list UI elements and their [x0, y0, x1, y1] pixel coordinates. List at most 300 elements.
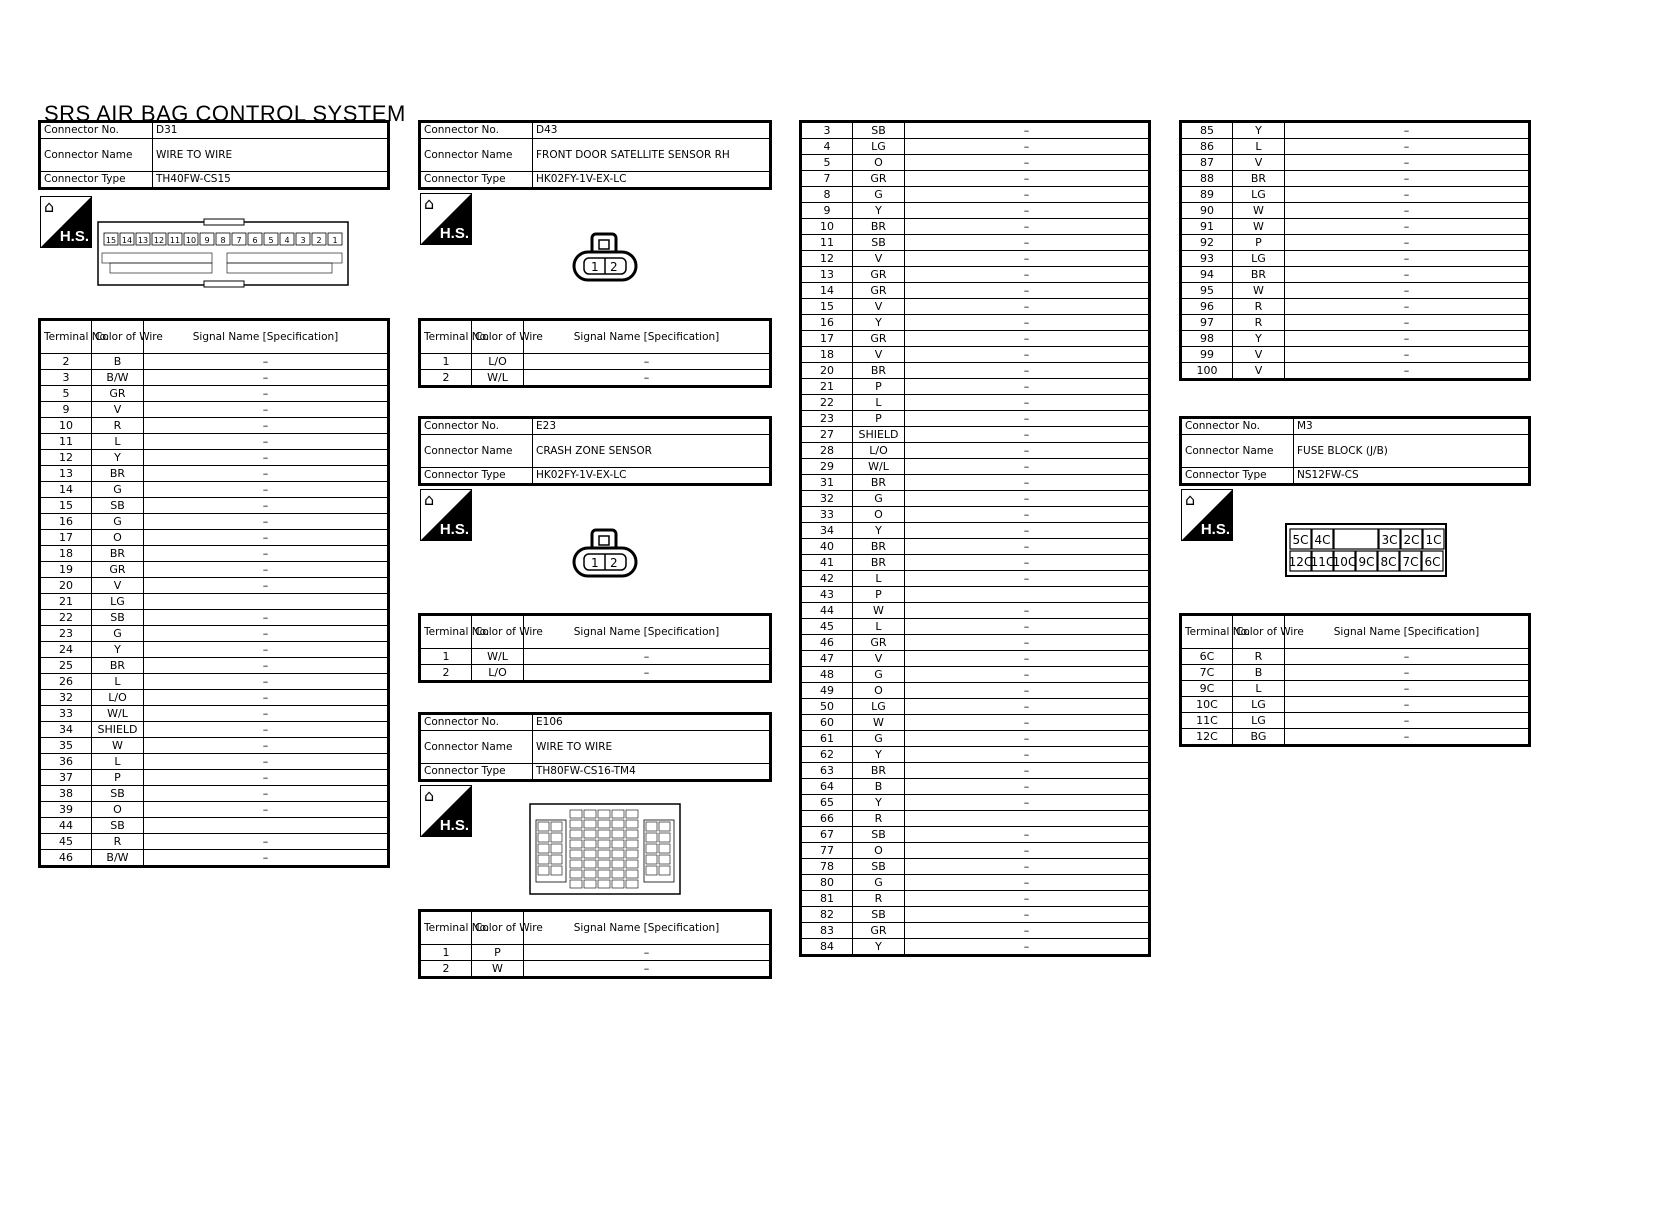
connector-no-value: E106	[533, 714, 771, 731]
terminal-no-cell: 21	[801, 379, 853, 395]
signal-name-cell: –	[905, 171, 1150, 187]
signal-name-cell: –	[1285, 251, 1530, 267]
table-row	[1181, 139, 1530, 155]
wire-color-cell: SB	[92, 610, 144, 626]
wire-color-cell: W/L	[853, 459, 905, 475]
signal-name-cell: –	[905, 731, 1150, 747]
table-row	[40, 674, 389, 690]
terminal-no-cell: 87	[1181, 155, 1233, 171]
table-row	[801, 875, 1150, 891]
connector-type-value: HK02FY-1V-EX-LC	[533, 468, 771, 485]
wire-color-cell: BR	[853, 219, 905, 235]
connector-icon: ⌂	[424, 786, 435, 805]
pin-cell	[646, 866, 657, 875]
pin-cell	[612, 810, 624, 818]
wire-color-cell: L	[92, 754, 144, 770]
terminal-no-cell: 5	[801, 155, 853, 171]
table-row	[1181, 729, 1530, 746]
table-row	[40, 514, 389, 530]
signal-name-cell: –	[1285, 187, 1530, 203]
terminal-no-cell: 60	[801, 715, 853, 731]
wire-color-cell: O	[92, 802, 144, 818]
signal-name-cell: –	[1285, 171, 1530, 187]
table-row	[801, 122, 1150, 139]
wire-color-cell: Y	[92, 642, 144, 658]
wire-color-cell: V	[92, 578, 144, 594]
wire-color-cell: P	[92, 770, 144, 786]
signal-name-cell: –	[905, 187, 1150, 203]
wire-color-cell: L	[92, 434, 144, 450]
terminal-no-cell: 9	[801, 203, 853, 219]
wire-color-cell: Y	[1233, 122, 1285, 139]
signal-name-cell: –	[144, 706, 389, 722]
wire-color-cell: SB	[853, 859, 905, 875]
pin-cell	[551, 855, 562, 864]
pin-cell	[538, 833, 549, 842]
terminal-no-cell: 8	[801, 187, 853, 203]
wire-color-cell: BR	[853, 475, 905, 491]
table-row	[40, 402, 389, 418]
terminal-no-cell: 89	[1181, 187, 1233, 203]
pin-cell	[626, 840, 638, 848]
signal-name-cell: –	[905, 363, 1150, 379]
table-row	[40, 834, 389, 850]
wire-color-cell: Y	[1233, 331, 1285, 347]
table-row	[801, 843, 1150, 859]
pin-cell	[584, 880, 596, 888]
signal-name-cell: –	[905, 379, 1150, 395]
header-signal-name: Signal Name [Specification]	[524, 911, 771, 945]
table-row	[801, 619, 1150, 635]
table-row	[1181, 122, 1530, 139]
table-row	[801, 747, 1150, 763]
terminal-no-cell: 81	[801, 891, 853, 907]
signal-name-cell: –	[905, 683, 1150, 699]
wire-color-cell: P	[472, 945, 524, 961]
table-row	[801, 763, 1150, 779]
wire-color-cell: BR	[853, 555, 905, 571]
signal-name-cell: –	[144, 674, 389, 690]
signal-name-cell: –	[1285, 122, 1530, 139]
header-color-of-wire: Color of Wire	[92, 320, 144, 354]
table-row	[420, 354, 771, 370]
table-row	[801, 187, 1150, 203]
signal-name-cell: –	[905, 203, 1150, 219]
table-row	[40, 546, 389, 562]
table-row	[40, 786, 389, 802]
signal-name-cell: –	[905, 459, 1150, 475]
table-row	[1181, 235, 1530, 251]
pin-label: 10	[185, 236, 197, 245]
signal-name-cell: –	[144, 802, 389, 818]
table-row	[40, 386, 389, 402]
wire-color-cell: W	[1233, 203, 1285, 219]
table-row	[1181, 219, 1530, 235]
wire-color-cell: L/O	[472, 665, 524, 682]
wire-color-cell: LG	[1233, 187, 1285, 203]
terminal-no-cell: 28	[801, 443, 853, 459]
pin-label: 5	[268, 236, 274, 245]
wire-color-cell: GR	[853, 171, 905, 187]
signal-name-cell: –	[144, 354, 389, 370]
table-row	[801, 411, 1150, 427]
terminal-no-cell: 23	[801, 411, 853, 427]
terminal-no-cell: 17	[801, 331, 853, 347]
wire-color-cell: W	[1233, 219, 1285, 235]
connector-no-value: D43	[533, 122, 771, 139]
table-row	[801, 203, 1150, 219]
hs-label: H.S.	[439, 817, 469, 834]
wire-color-cell: SB	[92, 786, 144, 802]
wire-color-cell: W/L	[92, 706, 144, 722]
signal-name-cell: –	[144, 434, 389, 450]
wire-color-cell: L/O	[472, 354, 524, 370]
header-terminal-no: Terminal No.	[420, 911, 472, 945]
pin-cell	[570, 860, 582, 868]
label-connector-name: Connector Name	[40, 139, 153, 172]
terminal-no-cell: 27	[801, 427, 853, 443]
label-connector-no: Connector No.	[420, 714, 533, 731]
wire-color-cell: O	[853, 683, 905, 699]
pin-label: 1C	[1425, 533, 1442, 547]
label-connector-type: Connector Type	[420, 468, 533, 485]
table-row	[40, 466, 389, 482]
wire-color-cell: V	[1233, 363, 1285, 380]
wire-color-cell: GR	[853, 283, 905, 299]
latch-slot	[1334, 529, 1378, 549]
terminal-no-cell: 43	[801, 587, 853, 603]
terminal-no-cell: 9	[40, 402, 92, 418]
connector-name-value: WIRE TO WIRE	[153, 139, 389, 172]
hs-label: H.S.	[1200, 521, 1230, 538]
pin-cell	[659, 855, 670, 864]
table-row	[1181, 299, 1530, 315]
terminal-no-cell: 42	[801, 571, 853, 587]
terminal-no-cell: 46	[40, 850, 92, 867]
signal-name-cell: –	[905, 875, 1150, 891]
wire-color-cell: R	[1233, 299, 1285, 315]
signal-name-cell: –	[1285, 219, 1530, 235]
terminal-no-cell: 99	[1181, 347, 1233, 363]
terminal-no-cell: 41	[801, 555, 853, 571]
wire-color-cell: W/L	[472, 649, 524, 665]
table-row	[801, 235, 1150, 251]
terminal-no-cell: 15	[801, 299, 853, 315]
connector-diagram-m3	[1285, 523, 1447, 577]
pin-cell	[626, 830, 638, 838]
pin-label: 14	[121, 236, 133, 245]
wire-color-cell: O	[853, 155, 905, 171]
signal-name-cell: –	[144, 658, 389, 674]
wire-color-cell: W	[853, 715, 905, 731]
table-row	[420, 370, 771, 387]
table-row	[40, 594, 389, 610]
table-row	[801, 155, 1150, 171]
wire-color-cell: V	[853, 299, 905, 315]
table-row	[801, 171, 1150, 187]
terminal-table-e106	[418, 909, 772, 979]
signal-name-cell: –	[1285, 283, 1530, 299]
wire-color-cell: GR	[853, 267, 905, 283]
table-row	[40, 754, 389, 770]
signal-name-cell: –	[1285, 697, 1530, 713]
wire-color-cell: LG	[1233, 697, 1285, 713]
terminal-no-cell: 22	[801, 395, 853, 411]
signal-name-cell: –	[905, 939, 1150, 956]
pin-cell	[570, 830, 582, 838]
connector-diagram-d43	[570, 232, 640, 284]
table-row	[420, 961, 771, 978]
wire-color-cell: V	[853, 347, 905, 363]
wire-color-cell: LG	[853, 139, 905, 155]
terminal-no-cell: 95	[1181, 283, 1233, 299]
signal-name-cell: –	[905, 315, 1150, 331]
wire-color-cell: G	[853, 187, 905, 203]
connector-name-value: WIRE TO WIRE	[533, 731, 771, 764]
signal-name-cell: –	[905, 843, 1150, 859]
pin-label: 13	[137, 236, 149, 245]
wire-color-cell: SB	[853, 122, 905, 139]
terminal-no-cell: 12C	[1181, 729, 1233, 746]
pin-cell	[584, 820, 596, 828]
terminal-no-cell: 10	[801, 219, 853, 235]
header-color-of-wire: Color of Wire	[1233, 615, 1285, 649]
harness-side-badge-m3	[1181, 489, 1233, 541]
terminal-no-cell: 14	[40, 482, 92, 498]
terminal-no-cell: 20	[40, 578, 92, 594]
wire-color-cell: V	[1233, 155, 1285, 171]
table-row	[40, 722, 389, 738]
terminal-no-cell: 64	[801, 779, 853, 795]
connector-name-value: FRONT DOOR SATELLITE SENSOR RH	[533, 139, 771, 172]
pin-cell	[612, 850, 624, 858]
wire-color-cell: BR	[1233, 171, 1285, 187]
connector-no-value: M3	[1294, 418, 1530, 435]
terminal-no-cell: 16	[801, 315, 853, 331]
signal-name-cell: –	[144, 770, 389, 786]
table-row	[801, 219, 1150, 235]
signal-name-cell	[144, 594, 389, 610]
signal-name-cell: –	[905, 411, 1150, 427]
wire-color-cell: V	[1233, 347, 1285, 363]
pin-cell	[626, 810, 638, 818]
terminal-no-cell: 23	[40, 626, 92, 642]
wire-color-cell: Y	[92, 450, 144, 466]
table-row	[40, 450, 389, 466]
wire-color-cell: LG	[92, 594, 144, 610]
table-row	[40, 802, 389, 818]
connector-name-value: FUSE BLOCK (J/B)	[1294, 435, 1530, 468]
header-terminal-no: Terminal No.	[1181, 615, 1233, 649]
connector-diagram-e106	[528, 802, 682, 896]
pin-cell	[584, 830, 596, 838]
connector-info-m3	[1179, 416, 1531, 486]
terminal-no-cell: 40	[801, 539, 853, 555]
table-row	[1181, 315, 1530, 331]
header-color-of-wire: Color of Wire	[472, 615, 524, 649]
signal-name-cell: –	[144, 738, 389, 754]
pin-cell	[551, 822, 562, 831]
page-title: SRS AIR BAG CONTROL SYSTEM	[44, 101, 406, 126]
wire-color-cell: SB	[853, 827, 905, 843]
pin-label: 7	[236, 236, 242, 245]
pin-cell	[598, 860, 610, 868]
pin-cell	[612, 830, 624, 838]
terminal-no-cell: 24	[40, 642, 92, 658]
wire-color-cell: L	[853, 619, 905, 635]
connector-icon: ⌂	[44, 197, 55, 216]
connector-name-value: CRASH ZONE SENSOR	[533, 435, 771, 468]
signal-name-cell: –	[905, 251, 1150, 267]
signal-name-cell: –	[144, 370, 389, 386]
signal-name-cell: –	[524, 961, 771, 978]
pin-cell	[551, 866, 562, 875]
signal-name-cell: –	[1285, 267, 1530, 283]
pin-label: 9C	[1358, 555, 1375, 569]
terminal-no-cell: 82	[801, 907, 853, 923]
table-row	[40, 642, 389, 658]
table-row	[801, 331, 1150, 347]
table-row	[40, 578, 389, 594]
terminal-no-cell: 19	[40, 562, 92, 578]
wire-color-cell: P	[1233, 235, 1285, 251]
terminal-no-cell: 6C	[1181, 649, 1233, 665]
terminal-no-cell: 39	[40, 802, 92, 818]
table-row	[40, 354, 389, 370]
wire-color-cell: SB	[853, 235, 905, 251]
hs-label: H.S.	[439, 225, 469, 242]
signal-name-cell: –	[905, 219, 1150, 235]
signal-name-cell: –	[144, 530, 389, 546]
signal-name-cell	[144, 818, 389, 834]
terminal-no-cell: 63	[801, 763, 853, 779]
signal-name-cell: –	[905, 923, 1150, 939]
signal-name-cell: –	[1285, 649, 1530, 665]
pin-label: 1	[332, 236, 338, 245]
terminal-no-cell: 32	[40, 690, 92, 706]
header-signal-name: Signal Name [Specification]	[1285, 615, 1530, 649]
terminal-no-cell: 45	[40, 834, 92, 850]
signal-name-cell: –	[905, 523, 1150, 539]
table-row	[801, 683, 1150, 699]
wire-color-cell: BR	[853, 539, 905, 555]
table-row	[1181, 267, 1530, 283]
table-row	[40, 498, 389, 514]
wire-color-cell: Y	[853, 939, 905, 956]
signal-name-cell: –	[1285, 315, 1530, 331]
wire-color-cell: SHIELD	[853, 427, 905, 443]
wire-color-cell: LG	[1233, 713, 1285, 729]
terminal-no-cell: 26	[40, 674, 92, 690]
table-row	[801, 635, 1150, 651]
wire-color-cell: SB	[853, 907, 905, 923]
pin-label: 11C	[1310, 555, 1335, 569]
pin-cell	[598, 830, 610, 838]
pin-label: 3	[300, 236, 306, 245]
signal-name-cell: –	[905, 571, 1150, 587]
pin-cell	[584, 870, 596, 878]
table-row	[801, 315, 1150, 331]
table-row	[801, 459, 1150, 475]
terminal-no-cell: 88	[1181, 171, 1233, 187]
table-row	[420, 649, 771, 665]
pin-2: 2	[610, 260, 618, 274]
pin-label: 5C	[1292, 533, 1309, 547]
terminal-no-cell: 11	[40, 434, 92, 450]
connector-type-value: TH40FW-CS15	[153, 172, 389, 189]
terminal-no-cell: 2	[420, 961, 472, 978]
wire-color-cell: GR	[853, 923, 905, 939]
wire-color-cell: GR	[92, 386, 144, 402]
table-row	[801, 907, 1150, 923]
header-terminal-no: Terminal No.	[420, 320, 472, 354]
pin-cell	[646, 822, 657, 831]
pin-1: 1	[591, 260, 599, 274]
wire-color-cell: G	[853, 667, 905, 683]
wire-color-cell: SHIELD	[92, 722, 144, 738]
terminal-no-cell: 29	[801, 459, 853, 475]
wire-color-cell: B	[92, 354, 144, 370]
pin-cell	[570, 850, 582, 858]
wire-color-cell: O	[853, 507, 905, 523]
table-row	[1181, 713, 1530, 729]
pin-cell	[570, 870, 582, 878]
hs-label: H.S.	[59, 228, 89, 245]
table-row	[801, 699, 1150, 715]
signal-name-cell: –	[905, 699, 1150, 715]
wire-color-cell: P	[853, 411, 905, 427]
terminal-no-cell: 80	[801, 875, 853, 891]
table-row	[420, 945, 771, 961]
pin-cell	[570, 880, 582, 888]
terminal-no-cell: 18	[801, 347, 853, 363]
pin-label: 15	[105, 236, 117, 245]
wire-color-cell: BR	[92, 466, 144, 482]
header-color-of-wire: Color of Wire	[472, 320, 524, 354]
wire-color-cell: G	[853, 491, 905, 507]
terminal-no-cell: 11C	[1181, 713, 1233, 729]
signal-name-cell: –	[905, 475, 1150, 491]
signal-name-cell: –	[905, 267, 1150, 283]
pin-cell	[626, 880, 638, 888]
pin-cell	[659, 844, 670, 853]
terminal-no-cell: 65	[801, 795, 853, 811]
terminal-no-cell: 38	[40, 786, 92, 802]
header-signal-name: Signal Name [Specification]	[524, 320, 771, 354]
table-row	[801, 811, 1150, 827]
terminal-no-cell: 98	[1181, 331, 1233, 347]
signal-name-cell: –	[905, 155, 1150, 171]
terminal-no-cell: 92	[1181, 235, 1233, 251]
signal-name-cell: –	[905, 139, 1150, 155]
table-row	[801, 891, 1150, 907]
wire-color-cell: R	[1233, 315, 1285, 331]
pin-2: 2	[610, 556, 618, 570]
table-row	[801, 379, 1150, 395]
terminal-no-cell: 1	[420, 354, 472, 370]
signal-name-cell: –	[905, 555, 1150, 571]
terminal-no-cell: 84	[801, 939, 853, 956]
signal-name-cell: –	[1285, 235, 1530, 251]
terminal-no-cell: 33	[801, 507, 853, 523]
wire-color-cell: LG	[1233, 251, 1285, 267]
table-row	[1181, 155, 1530, 171]
table-row	[801, 491, 1150, 507]
terminal-no-cell: 20	[801, 363, 853, 379]
wire-color-cell: O	[92, 530, 144, 546]
wire-color-cell: B/W	[92, 370, 144, 386]
signal-name-cell: –	[905, 763, 1150, 779]
